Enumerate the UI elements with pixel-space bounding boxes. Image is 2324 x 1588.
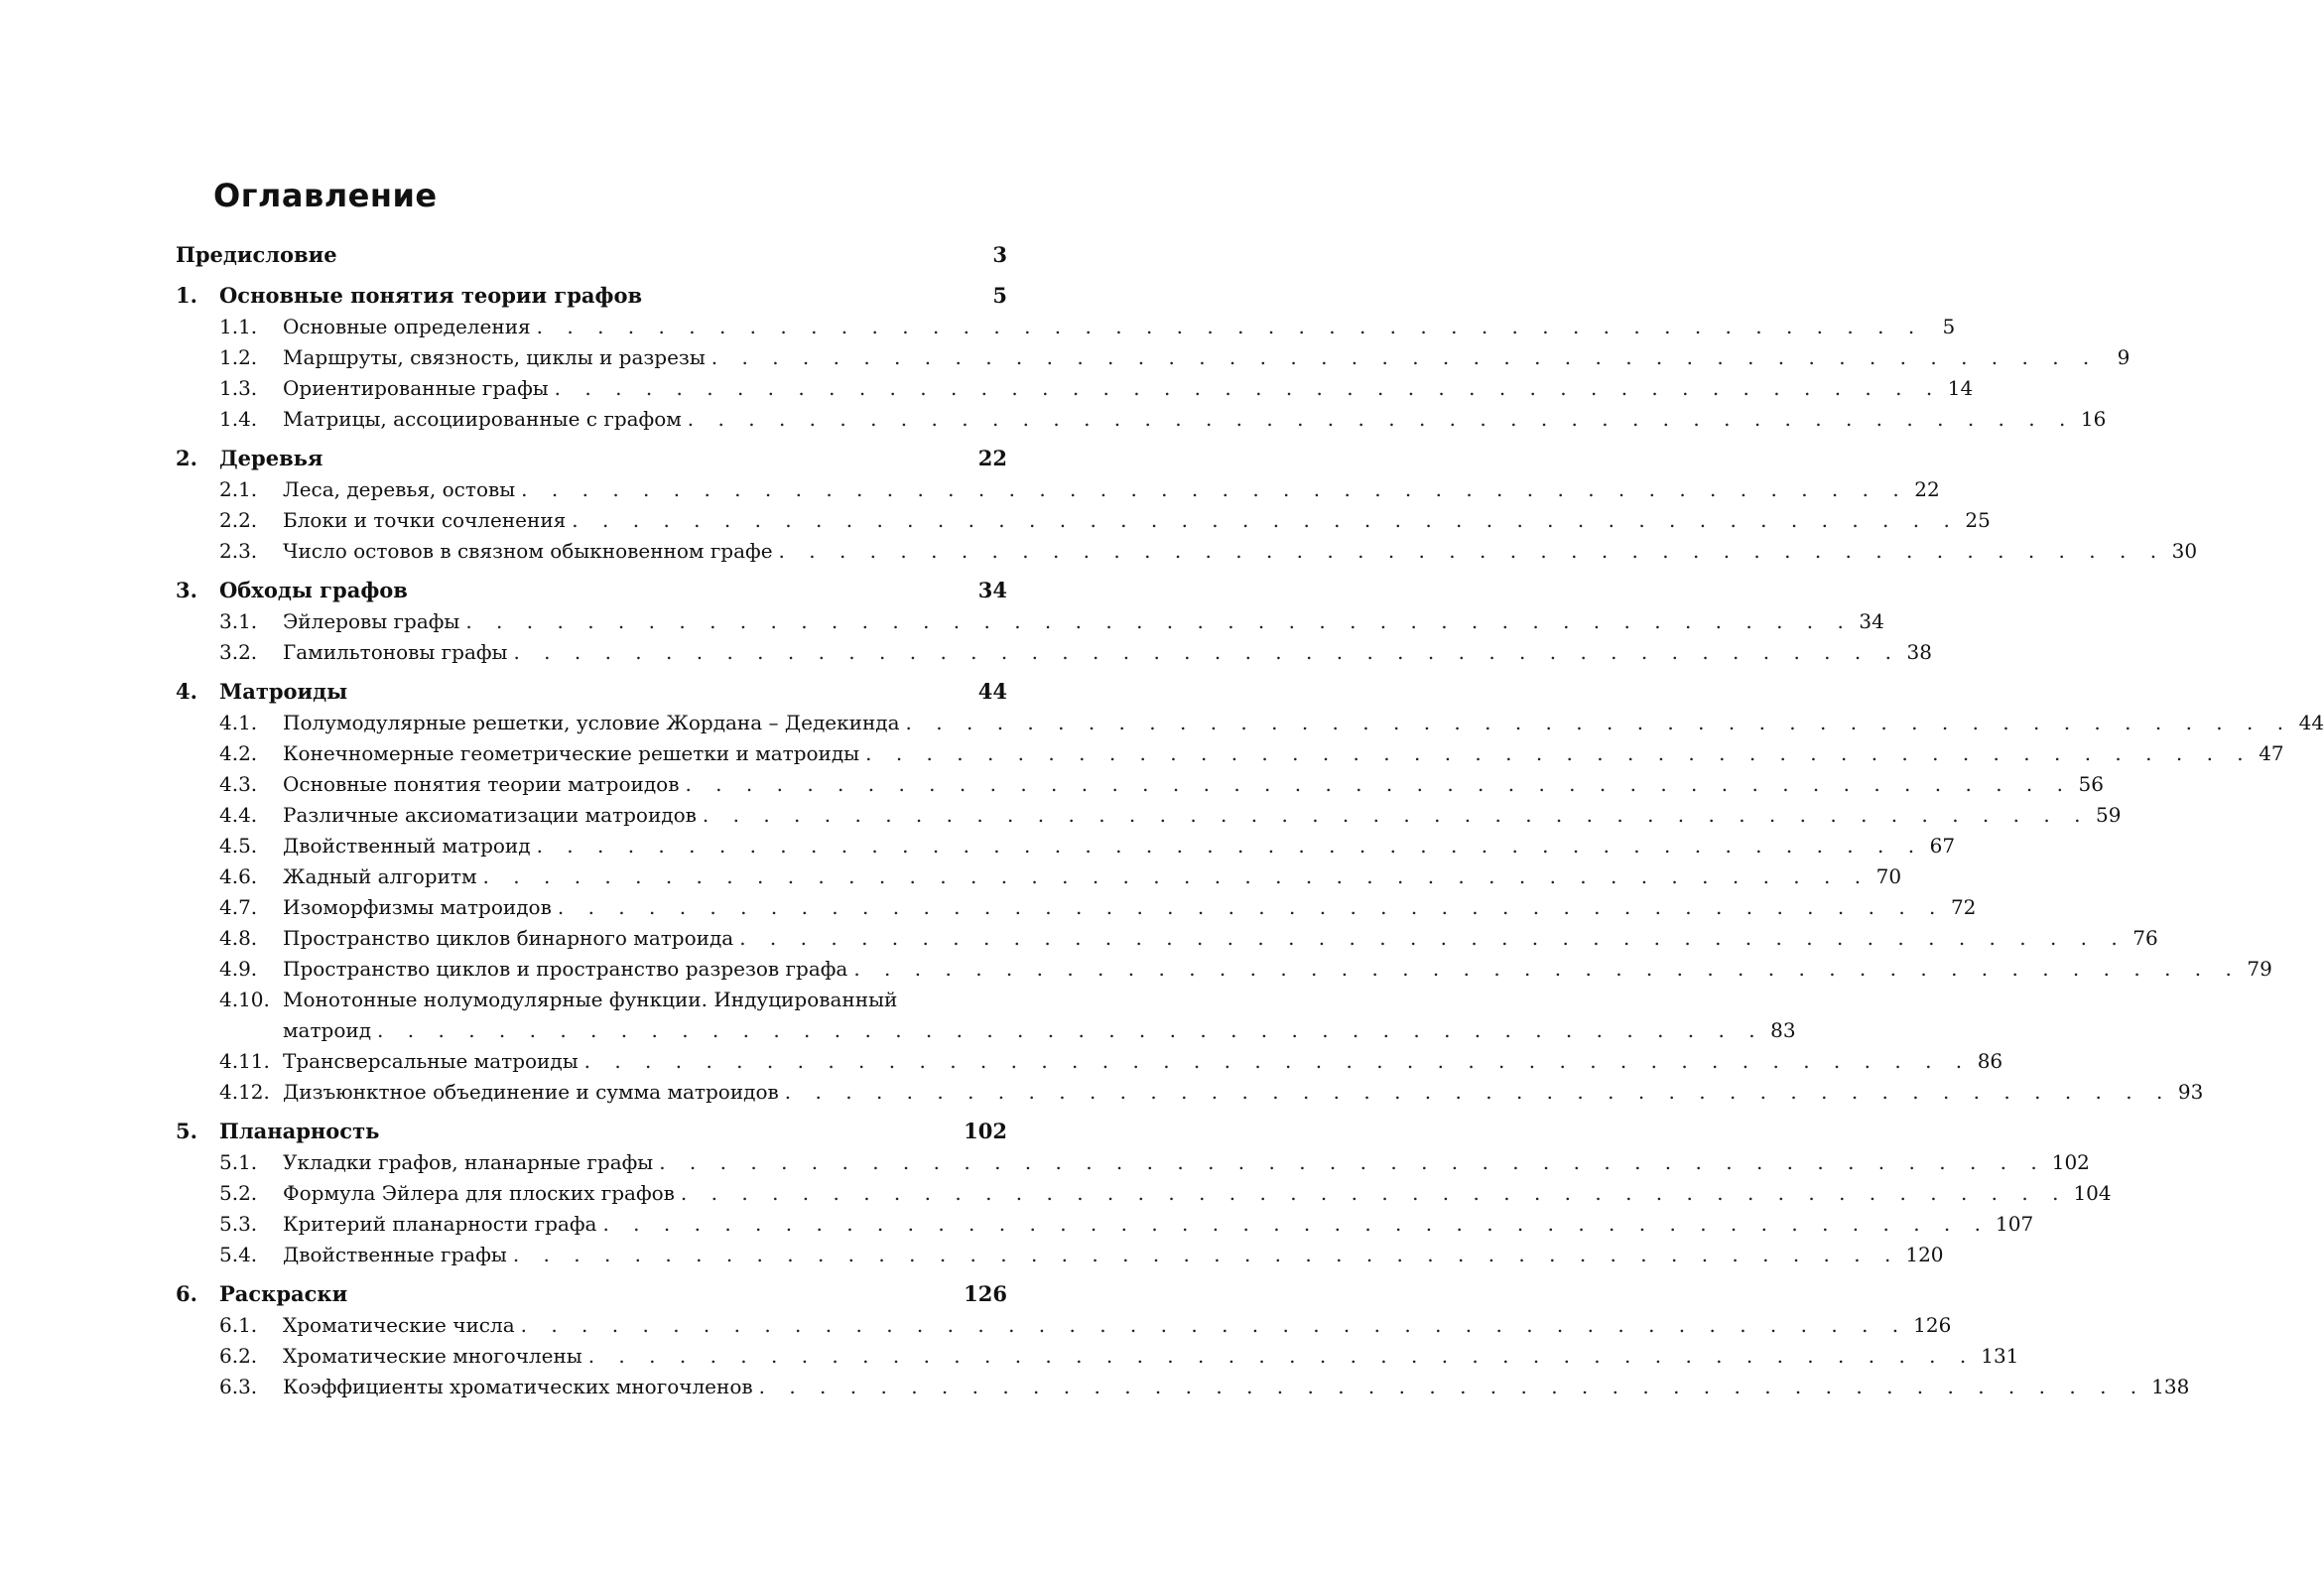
toc-title: Критерий планарности графа (283, 1212, 597, 1236)
toc-leader: . . . . . . . . . . . . . . . . . . . . . . . . . . . . . . . . . . . . . . . . . . . . . . (536, 315, 1924, 338)
toc-number: 1.2. (219, 345, 258, 369)
toc-leader: . . . . . . . . . . . . . . . . . . . . . . . . . . . . . . . . . . . . . . . . . . . . . . (739, 926, 2127, 950)
toc-leader: . . . . . . . . . . . . . . . . . . . . . . . . . . . . . . . . . . . . . . . . . . . . . . (520, 1313, 1908, 1337)
toc-number: 5. (176, 1119, 197, 1143)
toc-title: Основные понятия теории матроидов (283, 772, 680, 796)
toc-title: Трансверсальные матроиды (283, 1049, 579, 1073)
toc-title: Монотонные нолумодулярные функции. Индуцированный (283, 988, 898, 1011)
toc-title: Планарность (219, 1119, 380, 1143)
toc-leader: . . . . . . . . . . . . . . . . . . . . . . . . . . . . . . . . . . . . . . . . . . . . . . (465, 609, 1853, 633)
toc-title: Хроматические числа (283, 1313, 515, 1337)
toc-row-section[interactable] (176, 1046, 2003, 1076)
toc-number: 3. (176, 578, 197, 602)
toc-title: Двойственный матроид (283, 834, 531, 858)
toc-row-preface[interactable] (176, 240, 1007, 270)
toc-number: 4.5. (219, 834, 258, 858)
toc-title: Леса, деревья, остовы (283, 477, 516, 501)
toc-leader: . . . . . . . . . . . . . . . . . . . . . . . . . . . . . . . . . . . . . . . . . . . . . . (482, 864, 1871, 888)
toc-number: 4.9. (219, 957, 258, 981)
toc-number: 4.11. (219, 1049, 270, 1073)
toc-row-chapter[interactable] (176, 576, 1007, 605)
toc-leader: . . . . . . . . . . . . . . . . . . . . . . . . . . . . . . . . . . . . . . . . . . . . . . (602, 1212, 1990, 1236)
toc-row-section[interactable] (176, 769, 2104, 799)
toc-leader: . . . . . . . . . . . . . . . . . . . . . . . . . . . . . . . . . . . . . . . . . . . . . . (702, 803, 2090, 827)
toc-leader: . . . . . . . . . . . . . . . . . . . . . . . . . . . . . . . . . . . . . . . . . . . . . . (680, 1181, 2068, 1205)
toc-page-number: 126 (964, 1281, 1007, 1306)
toc-title: Обходы графов (219, 578, 408, 602)
toc-page-number: 72 (1950, 895, 1977, 919)
toc-page-number: 5 (992, 283, 1007, 308)
toc-row-section[interactable] (176, 923, 2158, 953)
toc-title: Укладки графов, нланарные графы (283, 1150, 654, 1174)
toc-row-section[interactable] (176, 985, 1007, 1014)
toc-number: 4.1. (219, 711, 258, 734)
toc-page-number: 120 (1905, 1243, 1944, 1266)
toc-row-section-continued[interactable] (176, 1015, 1796, 1045)
toc-number: 2. (176, 446, 197, 470)
toc-row-section[interactable] (176, 892, 1977, 922)
toc-number: 3.2. (219, 640, 258, 664)
toc-row-chapter[interactable] (176, 281, 1007, 311)
toc-title: Ориентированные графы (283, 376, 549, 400)
toc-row-chapter[interactable] (176, 1117, 1007, 1146)
toc-page-number: 93 (2177, 1080, 2204, 1104)
toc-row-section[interactable] (176, 536, 2198, 566)
toc-row-section[interactable] (176, 800, 2122, 830)
toc-number: 3.1. (219, 609, 258, 633)
toc-leader: . . . . . . . . . . . . . . . . . . . . . . . . . . . . . . . . . . . . . . . . . . . . . . (521, 477, 1908, 501)
toc-leader: . . . . . . . . . . . . . . . . . . . . . . . . . . . . . . . . . . . . . . . . . . . . . . (778, 539, 2166, 563)
toc-leader: . . . . . . . . . . . . . . . . . . . . . . . . . . . . . . . . . . . . . . . . . . . . . . (512, 1243, 1900, 1266)
toc-title: Различные аксиоматизации матроидов (283, 803, 697, 827)
toc-leader: . . . . . . . . . . . . . . . . . . . . . . . . . . . . . . . . . . . . . . . . . . . . . . (377, 1018, 1764, 1042)
toc-page-number: 102 (964, 1119, 1007, 1143)
toc-page-number: 3 (992, 242, 1007, 267)
toc-number: 4.4. (219, 803, 258, 827)
toc-title: Жадный алгоритм (283, 864, 477, 888)
toc-row-section[interactable] (176, 1341, 2019, 1371)
toc-leader: . . . . . . . . . . . . . . . . . . . . . . . . . . . . . . . . . . . . . . . . . . . . . . (687, 407, 2075, 431)
toc-page-number: 22 (1914, 477, 1940, 501)
toc-number: 6.2. (219, 1344, 258, 1368)
toc-row-section[interactable] (176, 404, 2107, 434)
toc-page-number: 9 (2117, 345, 2130, 369)
toc-page-number: 104 (2073, 1181, 2112, 1205)
toc-row-section[interactable] (176, 831, 1956, 860)
toc-title: Полумодулярные решетки, условие Жордана – Дедекинда (283, 711, 900, 734)
toc-row-section[interactable] (176, 373, 1974, 403)
page-title: Оглавление (213, 177, 438, 214)
toc-row-section[interactable] (176, 1077, 2204, 1107)
toc-row-section[interactable] (176, 637, 1932, 667)
toc-leader: . . . . . . . . . . . . . . . . . . . . . . . . . . . . . . . . . . . . . . . . . . . . . . (554, 376, 1942, 400)
toc-number: 5.4. (219, 1243, 258, 1266)
toc-title: Пространство циклов и пространство разрезов графа (283, 957, 848, 981)
toc-title: Маршруты, связность, циклы и разрезы (283, 345, 706, 369)
toc-title: Матроиды (219, 679, 348, 704)
toc-leader: . . . . . . . . . . . . . . . . . . . . . . . . . . . . . . . . . . . . . . . . . . . . . . (587, 1344, 1976, 1368)
toc-number: 2.1. (219, 477, 258, 501)
toc-row-section[interactable] (176, 1178, 2112, 1208)
toc-number: 4.10. (219, 988, 270, 1011)
toc-title: Предисловие (176, 242, 337, 267)
toc-page-number: 25 (1965, 508, 1991, 532)
toc-title: Формула Эйлера для плоских графов (283, 1181, 675, 1205)
toc-number: 5.1. (219, 1150, 258, 1174)
toc-leader: . . . . . . . . . . . . . . . . . . . . . . . . . . . . . . . . . . . . . . . . . . . . . . (758, 1375, 2146, 1398)
toc-row-chapter[interactable] (176, 677, 1007, 707)
toc-number: 4.6. (219, 864, 258, 888)
toc-number: 4.3. (219, 772, 258, 796)
toc-row-section[interactable] (176, 861, 1902, 891)
toc-row-section[interactable] (176, 1372, 2190, 1401)
toc-page-number: 34 (977, 578, 1007, 602)
toc-number: 6.1. (219, 1313, 258, 1337)
toc-number: 4.12. (219, 1080, 270, 1104)
toc-page-number: 5 (1942, 315, 1956, 338)
toc-row-section[interactable] (176, 1147, 2090, 1177)
toc-title: Гамильтоновы графы (283, 640, 508, 664)
toc-number: 4.2. (219, 741, 258, 765)
toc-row-section[interactable] (176, 1310, 1952, 1340)
toc-page-number: 34 (1859, 609, 1884, 633)
toc-row-section[interactable] (176, 1209, 2034, 1239)
toc-page-number: 102 (2051, 1150, 2090, 1174)
toc-number: 4.7. (219, 895, 258, 919)
toc-page-number: 86 (1977, 1049, 2003, 1073)
toc-leader: . . . . . . . . . . . . . . . . . . . . . . . . . . . . . . . . . . . . . . . . . . . . . . (710, 345, 2099, 369)
toc-row-section[interactable] (176, 606, 1884, 636)
toc-leader: . . . . . . . . . . . . . . . . . . . . . . . . . . . . . . . . . . . . . . . . . . . . . . (784, 1080, 2172, 1104)
toc-title: Хроматические многочлены (283, 1344, 582, 1368)
toc-page-number: 30 (2171, 539, 2198, 563)
toc-row-section[interactable] (176, 505, 1991, 535)
toc-title: Число остовов в связном обыкновенном графе (283, 539, 773, 563)
toc-row-section[interactable] (176, 738, 2284, 768)
toc-number: 4.8. (219, 926, 258, 950)
toc-page-number: 126 (1913, 1313, 1952, 1337)
toc-row-chapter[interactable] (176, 444, 1007, 473)
toc-leader: . . . . . . . . . . . . . . . . . . . . . . . . . . . . . . . . . . . . . . . . . . . . . . (865, 741, 2253, 765)
toc-page-number: 70 (1875, 864, 1902, 888)
toc-title: Эйлеровы графы (283, 609, 460, 633)
toc-page-number: 59 (2095, 803, 2122, 827)
toc-page-number: 83 (1770, 1018, 1796, 1042)
toc-row-section[interactable] (176, 342, 2130, 372)
toc-title: Раскраски (219, 1281, 348, 1306)
toc-title: Основные определения (283, 315, 531, 338)
toc-leader: . . . . . . . . . . . . . . . . . . . . . . . . . . . . . . . . . . . . . . . . . . . . . . (853, 957, 2241, 981)
toc-number: 1.4. (219, 407, 258, 431)
toc-number: 2.3. (219, 539, 258, 563)
toc-page-number: 79 (2247, 957, 2272, 981)
toc-row-section[interactable] (176, 954, 2272, 984)
toc-leader: . . . . . . . . . . . . . . . . . . . . . . . . . . . . . . . . . . . . . . . . . . . . . . (905, 711, 2293, 734)
toc-title: Двойственные графы (283, 1243, 507, 1266)
toc-row-section[interactable] (176, 708, 2324, 737)
toc-page-number: 131 (1981, 1344, 2019, 1368)
toc-leader: . . . . . . . . . . . . . . . . . . . . . . . . . . . . . . . . . . . . . . . . . . . . . . (685, 772, 2072, 796)
toc-leader: . . . . . . . . . . . . . . . . . . . . . . . . . . . . . . . . . . . . . . . . . . . . . . (557, 895, 1945, 919)
toc-row-section[interactable] (176, 312, 1956, 341)
toc-leader: . . . . . . . . . . . . . . . . . . . . . . . . . . . . . . . . . . . . . . . . . . . . . . (536, 834, 1924, 858)
toc-number: 6.3. (219, 1375, 258, 1398)
toc-number: 5.3. (219, 1212, 258, 1236)
toc-title: Матрицы, ассоциированные с графом (283, 407, 682, 431)
toc-leader: . . . . . . . . . . . . . . . . . . . . . . . . . . . . . . . . . . . . . . . . . . . . . . (659, 1150, 2046, 1174)
toc-page-number: 138 (2151, 1375, 2190, 1398)
toc-number: 6. (176, 1281, 197, 1306)
toc-number: 1. (176, 283, 197, 308)
toc-title: Основные понятия теории графов (219, 283, 643, 308)
toc-number: 1.1. (219, 315, 258, 338)
toc-page-number: 22 (977, 446, 1007, 470)
toc-title: Коэффициенты хроматических многочленов (283, 1375, 753, 1398)
toc-page-number: 16 (2080, 407, 2107, 431)
toc-page-number: 38 (1906, 640, 1932, 664)
toc-title: матроид (283, 1018, 372, 1042)
toc-page-number: 76 (2132, 926, 2158, 950)
toc-page-number: 107 (1996, 1212, 2034, 1236)
toc-leader: . . . . . . . . . . . . . . . . . . . . . . . . . . . . . . . . . . . . . . . . . . . . . . (513, 640, 1900, 664)
toc-title: Блоки и точки сочленения (283, 508, 567, 532)
toc-number: 1.3. (219, 376, 258, 400)
toc-leader: . . . . . . . . . . . . . . . . . . . . . . . . . . . . . . . . . . . . . . . . . . . . . . (583, 1049, 1972, 1073)
toc-page-number: 44 (977, 679, 1007, 704)
toc-row-chapter[interactable] (176, 1279, 1007, 1309)
toc-title: Изоморфизмы матроидов (283, 895, 552, 919)
toc-number: 4. (176, 679, 197, 704)
toc-page-number: 47 (2259, 741, 2284, 765)
toc-page-number: 44 (2298, 711, 2324, 734)
toc-leader: . . . . . . . . . . . . . . . . . . . . . . . . . . . . . . . . . . . . . . . . . . . . . . (572, 508, 1959, 532)
toc-page-number: 14 (1947, 376, 1974, 400)
toc-row-section[interactable] (176, 474, 1940, 504)
toc-title: Пространство циклов бинарного матроида (283, 926, 734, 950)
toc-number: 5.2. (219, 1181, 258, 1205)
toc-title: Дизъюнктное объединение и сумма матроидов (283, 1080, 779, 1104)
toc-page-number: 67 (1929, 834, 1956, 858)
toc-title: Конечномерные геометрические решетки и матроиды (283, 741, 860, 765)
toc-number: 2.2. (219, 508, 258, 532)
toc-row-section[interactable] (176, 1240, 1944, 1269)
toc-title: Деревья (219, 446, 323, 470)
toc-page-number: 56 (2078, 772, 2104, 796)
